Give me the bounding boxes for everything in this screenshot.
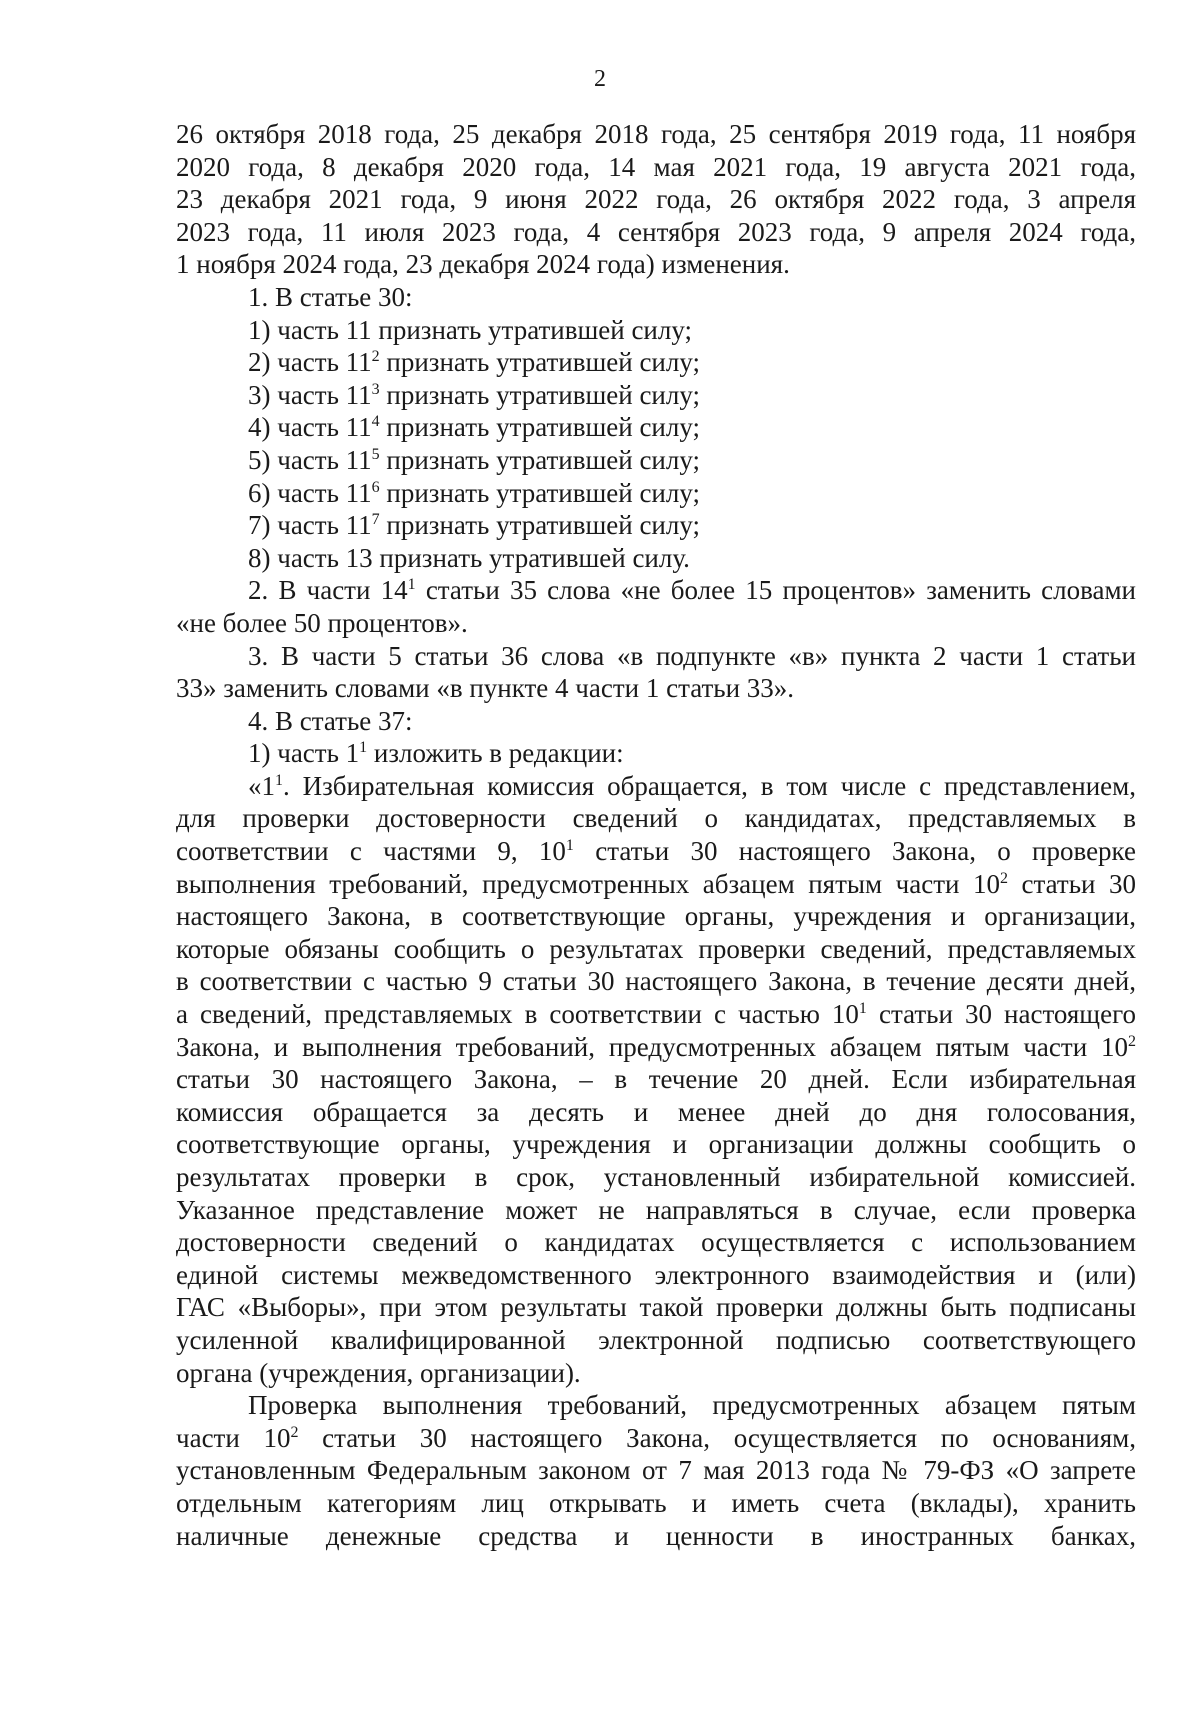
text-line: соответствующие органы, учреждения и организации должны сообщить о — [176, 1129, 1136, 1160]
text-line: установленным Федеральным законом от 7 мая 2013 года № 79-ФЗ «О запрете — [176, 1455, 1136, 1486]
text-line: ГАС «Выборы», при этом результаты такой проверки должны быть подписаны — [176, 1292, 1136, 1323]
superscript: 2 — [371, 348, 380, 366]
superscript: 3 — [371, 380, 380, 398]
text-line: 1) часть $1^1$ изложить в редакции: — [248, 738, 624, 769]
text-line: 4) часть $11^4$ признать утратившей силу; — [248, 412, 701, 443]
text-line: наличные денежные средства и ценности в иностранных банках, — [176, 1520, 1136, 1551]
text-line: «не более 50 процентов». — [176, 607, 468, 638]
superscript: 1 — [565, 837, 574, 855]
text-line: которые обязаны сообщить о результатах проверки сведений, представляемых — [176, 933, 1136, 964]
text-line: 1) часть 11 признать утратившей силу; — [248, 314, 692, 345]
text-line: органа (учреждения, организации). — [176, 1357, 581, 1388]
text-line: отдельным категориям лиц открывать и иметь счета (вклады), хранить — [176, 1487, 1136, 1518]
text-line: усиленной квалифицированной электронной подписью соответствующего — [176, 1324, 1136, 1355]
text-line: 2) часть $11^2$ признать утратившей силу; — [248, 347, 701, 378]
superscript: 4 — [371, 413, 380, 431]
superscript: 1 — [407, 576, 416, 594]
text-line: Закона, и выполнения требований, предусмотренных абзацем пятым части $10^2$ — [176, 1031, 1136, 1062]
superscript: 1 — [275, 771, 283, 789]
text-line: 33» заменить словами «в пункте 4 части 1 статьи 33». — [176, 673, 795, 704]
superscript: 1 — [858, 1000, 867, 1018]
text-line: «$1^1$. Избирательная комиссия обращается, в том числе с представлением, — [248, 770, 1136, 801]
superscript: 2 — [1128, 1032, 1136, 1050]
text-line: 2. В части $14^1$ статьи 35 слова «не более 15 процентов» заменить словами — [248, 575, 1136, 606]
text-line: для проверки достоверности сведений о кандидатах, представляемых в — [176, 803, 1136, 834]
text-line: результатах проверки в срок, установленный избирательной комиссией. — [176, 1162, 1136, 1192]
text-line: 4. В статье 37: — [248, 705, 413, 736]
text-line: соответствии с частями 9, $10^1$ статьи 30 настоящего Закона, о проверке — [176, 836, 1136, 867]
text-line: 6) часть $11^6$ признать утратившей силу; — [248, 477, 701, 508]
text-line: настоящего Закона, в соответствующие органы, учреждения и организации, — [176, 901, 1136, 932]
text-line: 2020 года, 8 декабря 2020 года, 14 мая 2021 года, 19 августа 2021 года, — [176, 151, 1136, 182]
text-line: выполнения требований, предусмотренных абзацем пятым части $10^2$ статьи 30 — [176, 868, 1136, 899]
text-line: в соответствии с частью 9 статьи 30 настоящего Закона, в течение десяти дней, — [176, 966, 1136, 997]
superscript: 1 — [359, 739, 368, 757]
superscript: 2 — [999, 869, 1008, 887]
text-line: 2023 года, 11 июля 2023 года, 4 сентября 2023 года, 9 апреля 2024 года, — [176, 216, 1136, 247]
text-line: 7) часть $11^7$ признать утратившей силу; — [248, 510, 701, 541]
text-line: 5) часть $11^5$ признать утратившей силу; — [248, 444, 701, 475]
text-line: 3. В части 5 статьи 36 слова «в подпункте «в» пункта 2 части 1 статьи — [248, 640, 1136, 671]
text-line: статьи 30 настоящего Закона, – в течение 20 дней. Если избирательная — [176, 1064, 1136, 1095]
text-line: а сведений, представляемых в соответствии с частью $10^1$ статьи 30 настоящего — [176, 999, 1136, 1030]
document-body — [176, 118, 1136, 1552]
superscript: 7 — [371, 511, 380, 529]
superscript: 6 — [371, 478, 380, 496]
text-line: 1. В статье 30: — [248, 281, 413, 312]
text-line: 23 декабря 2021 года, 9 июня 2022 года, 26 октября 2022 года, 3 апреля — [176, 184, 1136, 215]
text-line: единой системы межведомственного электронного взаимодействия и (или) — [176, 1259, 1136, 1290]
text-line: Проверка выполнения требований, предусмотренных абзацем пятым — [248, 1390, 1136, 1421]
text-line: части $10^2$ статьи 30 настоящего Закона, осуществляется по основаниям, — [176, 1422, 1136, 1453]
superscript: 5 — [371, 445, 380, 463]
superscript: 2 — [290, 1423, 299, 1441]
text-line: достоверности сведений о кандидатах осуществляется с использованием — [176, 1227, 1136, 1258]
text-line: Указанное представление может не направляться в случае, если проверка — [176, 1194, 1136, 1225]
text-line: комиссия обращается за десять и менее дней до дня голосования, — [176, 1096, 1136, 1127]
text-line: 26 октября 2018 года, 25 декабря 2018 года, 25 сентября 2019 года, 11 ноября — [176, 119, 1136, 149]
text-line: 3) часть $11^3$ признать утратившей силу; — [248, 379, 701, 410]
text-line: 8) часть 13 признать утратившей силу. — [248, 542, 690, 573]
page-number: 2 — [594, 66, 606, 92]
text-line: 1 ноября 2024 года, 23 декабря 2024 года) изменения. — [176, 249, 790, 280]
